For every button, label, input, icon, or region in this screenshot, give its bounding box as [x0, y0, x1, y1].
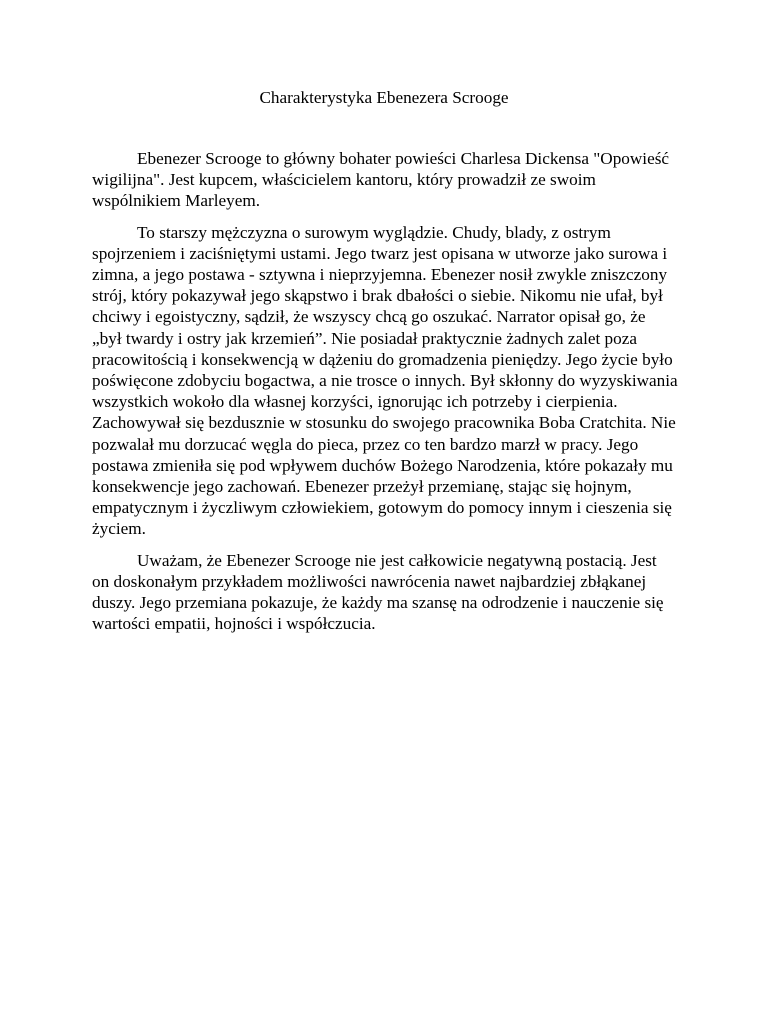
document-body	[92, 148, 678, 644]
paragraph-description: To starszy mężczyzna o surowym wyglądzie. Chudy, blady, z ostrym spojrzeniem i zaciśniętymi ustami. Jego twarz jest opisana w utworze jako surowa i zimna, a jego postawa - sztywna i nieprzyjemna. Ebenezer nosił zwykle zniszczony strój, który pokazywał jego skąpstwo i brak dbałości o siebie. Nikomu nie ufał, był chciwy i egoistyczny, sądził, że wszyscy chcą go oszukać. Narrator opisał go, że „był twardy i ostry jak krzemień”. Nie posiadał praktycznie żadnych zalet poza pracowitością i konsekwencją w dążeniu do gromadzenia pieniędzy. Jego życie było poświęcone zdobyciu bogactwa, a nie trosce o innych. Był skłonny do wyzyskiwania wszystkich wokoło dla własnej korzyści, ignorując ich potrzeby i cierpienia. Zachowywał się bezdusznie w stosunku do swojego pracownika Boba Cratchita. Nie pozwalał mu dorzucać węgla do pieca, przez co ten bardzo marzł w pracy. Jego postawa zmieniła się pod wpływem duchów Bożego Narodzenia, które pokazały mu konsekwencje jego zachowań. Ebenezer przeżył przemianę, stając się hojnym, empatycznym i życzliwym człowiekiem, gotowym do pomocy innym i cieszenia się życiem.	[92, 222, 678, 539]
paragraph-introduction: Ebenezer Scrooge to główny bohater powieści Charlesa Dickensa "Opowieść wigilijna". Jest kupcem, właścicielem kantoru, który prowadził ze swoim wspólnikiem Marleyem.	[92, 149, 670, 211]
document-title: Charakterystyka Ebenezera Scrooge	[259, 88, 509, 107]
paragraph-conclusion: Uważam, że Ebenezer Scrooge nie jest całkowicie negatywną postacią. Jest on doskonałym przykładem możliwości nawrócenia nawet najbardziej zbłąkanej duszy. Jego przemiana pokazuje, że każdy ma szansę na odrodzenie i nauczenie się wartości empatii, hojności i współczucia.	[92, 550, 664, 634]
